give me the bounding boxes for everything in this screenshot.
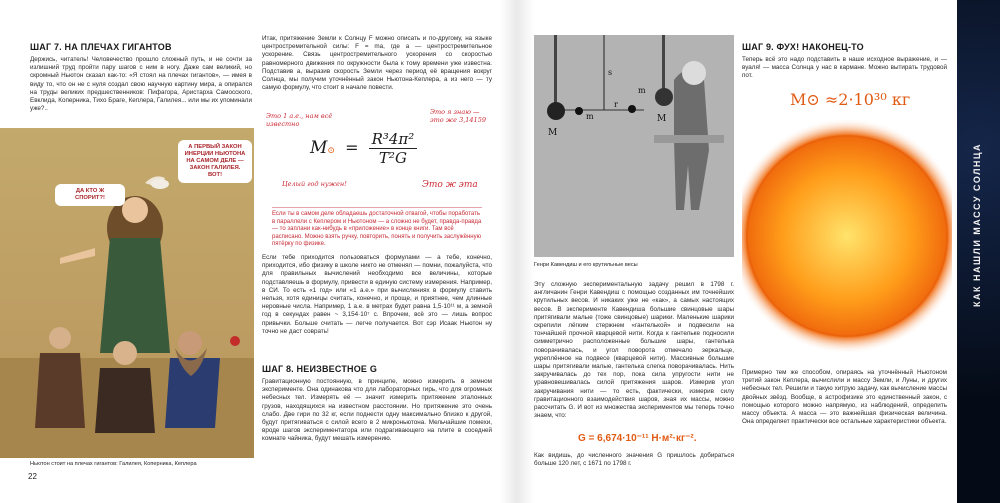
speech-bubble-right: А ПЕРВЫЙ ЗАКОН ИНЕРЦИИ НЬЮТОНА НА САМОМ ДЕЛЕ — ЗАКОН ГАЛИЛЕЯ. ВОТ! (178, 140, 252, 183)
formula-eq: = (345, 138, 359, 157)
side-title: КАК НАШЛИ МАССУ СОЛНЦА (972, 143, 982, 308)
torsion-balance-art (534, 35, 734, 257)
svg-text:r: r (614, 100, 618, 109)
note-pi: Это я знаю — это же 3,14159 (430, 108, 486, 124)
svg-text:M: M (548, 128, 558, 138)
note-this: Это ж эта (422, 180, 478, 190)
paragraph-intro: Итак, притяжение Земли к Солнцу F можно описать и по-другому, на языке центростремительной силы: F = ma, где a — центростремительное ускорение. Связь центростремительного ускорения со скоростью равномерного движения по окружности была к тому времени уже известна. Подставив a, выразив скорость Земли через период её вращения вокруг Солнца, мы получим уточнённый закон Ньютона-Кеплера, а из него — ту самую формулу, что стоит в начале повести. (262, 35, 492, 92)
giants-illustration (0, 128, 254, 458)
paragraph-cavendish: Эту сложную экспериментальную задачу решил в 1798 г. англичанин Генри Кавендиш с помощью созданных им точнейших крутильных весов. И никаких уже не «как», а самых настоящих весов. В эксперименте Кавендиша большие свинцовые шары притягивали малые (тоже свинцовые) шарики. Маленькие шарики скрепили лёгким стержнем «гантелькой» и подвесили на тончайшей прочной кварцевой нити. Когда к гантельке подносили симметрично расположенные большие шары, гантелька поворачивалась, и угол поворота отмечало зеркальце, укреплённое на подвесе (кварцевой нити). Массивные большие шары притягивали малые, гантелька слегка поворачивалась. Нить закручивалась до тех пор, пока сила упругости нити не уравновешивалась силой притяжения шаров. Измерив угол закручивания нити — то есть, фактически, измерив силу гравитационного взаимодействия шаров, зная их массы, можно рассчитать G. И вот из множества экспериментов мы теперь точно знаем, что: (534, 281, 734, 420)
cavendish-illustration (534, 35, 734, 257)
note-year: Целый год нужен! (282, 180, 347, 188)
svg-text:M: M (657, 114, 667, 124)
caption-cavendish: Генри Кавендиш и его крутильные весы (534, 262, 638, 268)
paragraph-conclusion: Примерно тем же способом, опираясь на уточнённый Ньютоном третий закон Кеплера, вычислили и массу Земли, и Луны, и других небесных тел. Решили и такую хитрую задачу, как вычисление массы двойных звёзд. Вообще, в астрофизике это единственный закон, с помощью которого можно напрямую, из наблюдений, определить массу объекта. А масса — это важнейшая физическая величина. Она определяет практически все остальные характеристики объекта. (742, 369, 947, 426)
sun-symbol: ⊙ (327, 146, 335, 156)
note-1au: Это 1 а.е., нам всё известно (266, 112, 333, 128)
paragraph-g-history: Как видишь, до численного значения G пришлось добираться больше 120 лет, с 1671 по 1798 г. (534, 452, 734, 468)
formula-numerator: R³4π² (369, 130, 418, 149)
sun-mass-value: M⊙ ≈2·10³⁰ кг (790, 90, 911, 109)
page-number: 22 (28, 472, 37, 481)
sun-image (742, 118, 952, 356)
paragraph-units: Если тебе приходится пользоваться формулами — а тебе, конечно, приходится, ибо физику в школе никто не отменял — помни, пожалуйста, что для правильных вычислений необходимо все величины, которые подставляешь в формулу, привести в единую систему измерения. Например, в СИ. То есть «1 год» или «1 а.е.» при вычислениях в формулу ставить нельзя, хотя единицы считать, конечно, и проще, и приятнее, чем длинные неровные числа. Например, 1 а.е. в метрах будет равна 1,5·10¹¹ м, а земной год в секундах равен ~ 3,154·10⁷ с. Впрочем, всё это — лишь вопрос привычки. Больше считать — легче получается. Вот сэр Исаак Ньютон ну точно не даст соврать! (262, 254, 492, 335)
gravitational-constant: G = 6,674·10⁻¹¹ Н·м²·кг⁻². (578, 433, 697, 444)
speech-bubble-left: ДА КТО Ж СПОРИТ?! (55, 184, 125, 206)
paragraph-step7: Держись, читатель! Человечество прошло сложный путь, и не сочти за излишний труд пройти пару шагов с ним в ногу. Даже сам великий, но скромный Ньютон сказал как-то: «Я стоял на плечах гигантов», — имея в виду то, что он не с нуля создал свою научную картину мира, а опирался на труды великих предшественников: Пифагора, Аристарха Самосского, Евклида, Коперника, Тихо Браге, Кеплера, Галилея... или мы их упоминали уже?.. (30, 56, 252, 113)
formula-lhs: M (310, 138, 328, 158)
paragraph-step9: Теперь всё это надо подставить в наше исходное выражение, и — вуаля! — масса Солнца у нас в кармане. Можно вытирать трудовой пот. (742, 56, 947, 80)
heading-step8: ШАГ 8. НЕИЗВЕСТНОЕ G (262, 364, 378, 374)
svg-text:s: s (608, 68, 613, 77)
side-strip (957, 0, 1000, 503)
book-spine (500, 0, 534, 503)
info-box: Если ты в самом деле обладаешь достаточной отвагой, чтобы поработать в параллели с Кеплером и Ньютоном — а сложно не будет, правда-правда — то заплани как-нибудь в «приложение» в конце книги. Там всё расписано. Можно взять ручку, повторить, понять и получить заслужённую пятёрку по физике. (272, 207, 482, 249)
sun-art (742, 118, 952, 356)
svg-text:m: m (586, 112, 594, 121)
formula-block (262, 108, 492, 203)
formula-denominator: T²G (378, 149, 407, 167)
svg-text:m: m (638, 86, 646, 95)
heading-step9: ШАГ 9. ФУХ! НАКОНЕЦ-ТО (742, 42, 864, 52)
paragraph-step8: Гравитационную постоянную, в принципе, можно измерить в земном эксперименте. Она одинакова что для лабораторных гирь, что для огромных небесных тел. Измерять её — значит измерить притяжение эталонных грузов, находящихся на известном расстоянии. Но притяжение это очень слабо. Две гири по 32 кг, если поднести одну максимально близко к другой, будут притягиваться с силой всего в 2 микроньютона. Мельчайшие помехи, вроде шагов экспериментатора или подрагивающего на плите в соседней комнате чайника, будут мешать измерению. (262, 378, 492, 443)
sun-mass-formula (310, 130, 417, 167)
caption-giants: Ньютон стоит на плечах гигантов: Галилея, Коперника, Кеплера (30, 461, 197, 467)
heading-step7: ШАГ 7. НА ПЛЕЧАХ ГИГАНТОВ (30, 42, 172, 52)
